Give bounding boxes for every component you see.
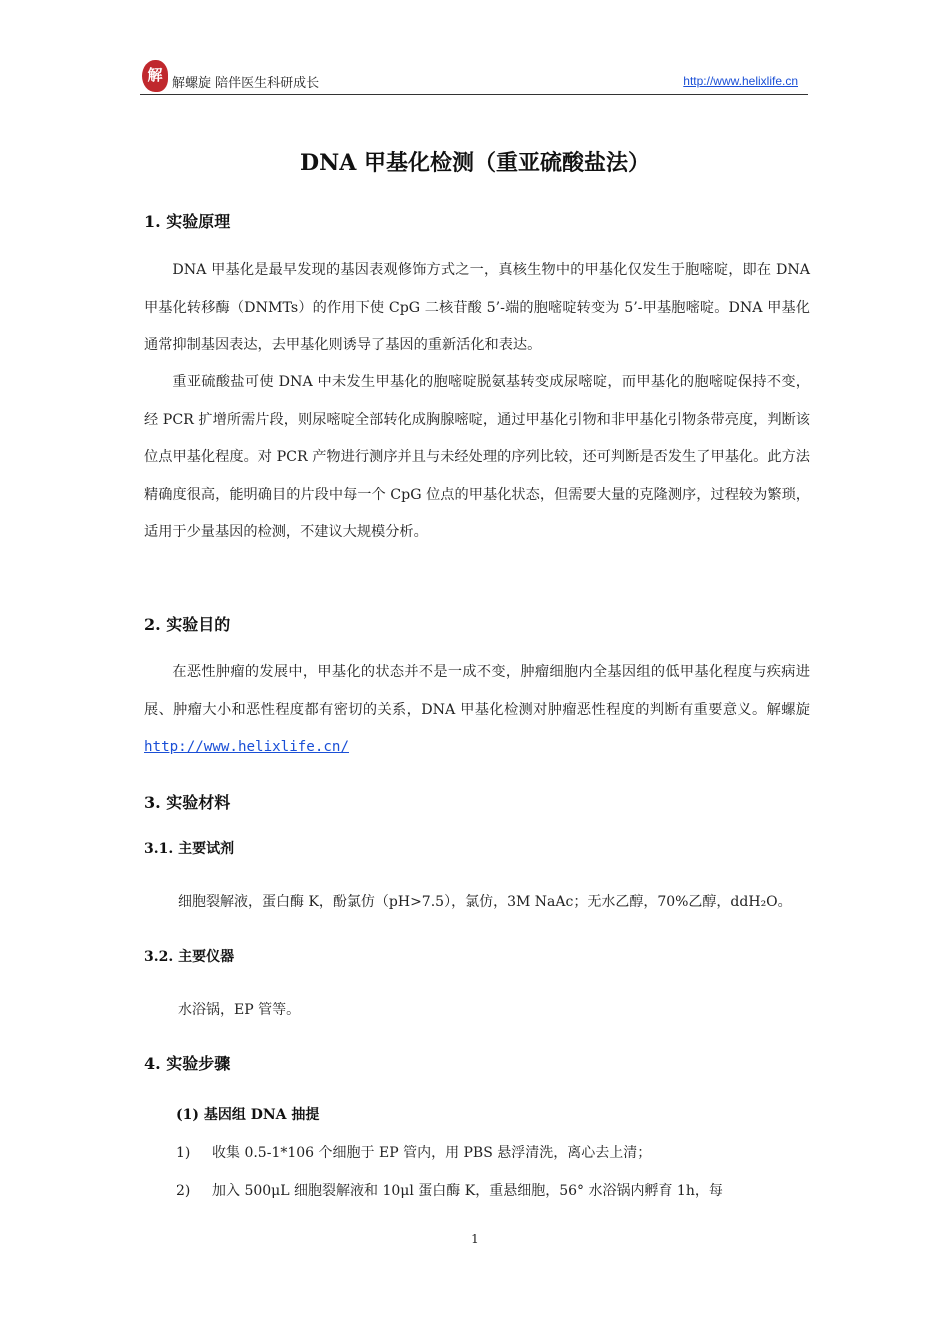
logo-char: 解 (147, 66, 163, 84)
section-heading-principle: 1. 实验原理 (144, 212, 231, 231)
header-url-link[interactable]: http://www.helixlife.cn (683, 74, 798, 88)
step-number: 2) (176, 1183, 191, 1199)
principle-paragraph-1: DNA 甲基化是最早发现的基因表观修饰方式之一，真核生物中的甲基化仅发生于胞嘧啶，即在 DNA 甲基化转移酶（DNMTs）的作用下使 CpG 二核苷酸 5’-端的胞嘧啶转变为 5’-甲基胞嘧啶。DNA 甲基化通常抑制基因表达，去甲基化则诱导了基因的重新活化和表达。 (144, 262, 810, 353)
helixlife-link[interactable]: http://www.helixlife.cn/ (144, 739, 349, 755)
section-heading-materials: 3. 实验材料 (144, 793, 231, 812)
step-number: 1) (176, 1145, 191, 1161)
purpose-text: 在恶性肿瘤的发展中，甲基化的状态并不是一成不变，肿瘤细胞内全基因组的低甲基化程度与疾病进展、肿瘤大小和恶性程度都有密切的关系，DNA 甲基化检测对肿瘤恶性程度的判断有重要意义。解螺旋 (144, 664, 810, 718)
instruments-text: 水浴锅，EP 管等。 (178, 1002, 301, 1018)
section-heading-steps: 4. 实验步骤 (144, 1054, 231, 1073)
reagents-text: 细胞裂解液，蛋白酶 K，酚氯仿（pH>7.5），氯仿，3M NaAc；无水乙醇，70%乙醇，ddH₂O。 (178, 894, 792, 910)
header-slogan: 解螺旋 陪伴医生科研成长 (172, 76, 320, 91)
helixlife-logo (142, 60, 168, 92)
purpose-paragraph (144, 654, 810, 767)
step-item (176, 1142, 816, 1162)
document-title: DNA 甲基化检测（重亚硫酸盐法） (300, 150, 650, 176)
step-group-title: (1) 基因组 DNA 抽提 (176, 1107, 320, 1123)
step-text: 收集 0.5-1*106 个细胞于 EP 管内，用 PBS 悬浮清洗，离心去上清； (212, 1145, 652, 1161)
principle-paragraph-2: 重亚硫酸盐可使 DNA 中未发生甲基化的胞嘧啶脱氨基转变成尿嘧啶，而甲基化的胞嘧啶保持不变，经 PCR 扩增所需片段，则尿嘧啶全部转化成胸腺嘧啶，通过甲基化引物和非甲基化引物条带亮度，判断该位点甲基化程度。对 PCR 产物进行测序并且与未经处理的序列比较，还可判断是否发生了甲基化。此方法精确度很高，能明确目的片段中每一个 CpG 位点的甲基化状态，但需要大量的克隆测序，过程较为繁琐，适用于少量基因的检测，不建议大规模分析。 (144, 374, 810, 540)
page-header (140, 58, 808, 95)
section-heading-purpose: 2. 实验目的 (144, 615, 231, 634)
page-number: 1 (471, 1232, 479, 1246)
subheading-instruments: 3.2. 主要仪器 (144, 949, 235, 965)
subheading-reagents: 3.1. 主要试剂 (144, 841, 235, 857)
step-text: 加入 500μL 细胞裂解液和 10μl 蛋白酶 K，重悬细胞，56° 水浴锅内孵育 1h，每 (212, 1183, 723, 1199)
step-item (176, 1180, 816, 1200)
